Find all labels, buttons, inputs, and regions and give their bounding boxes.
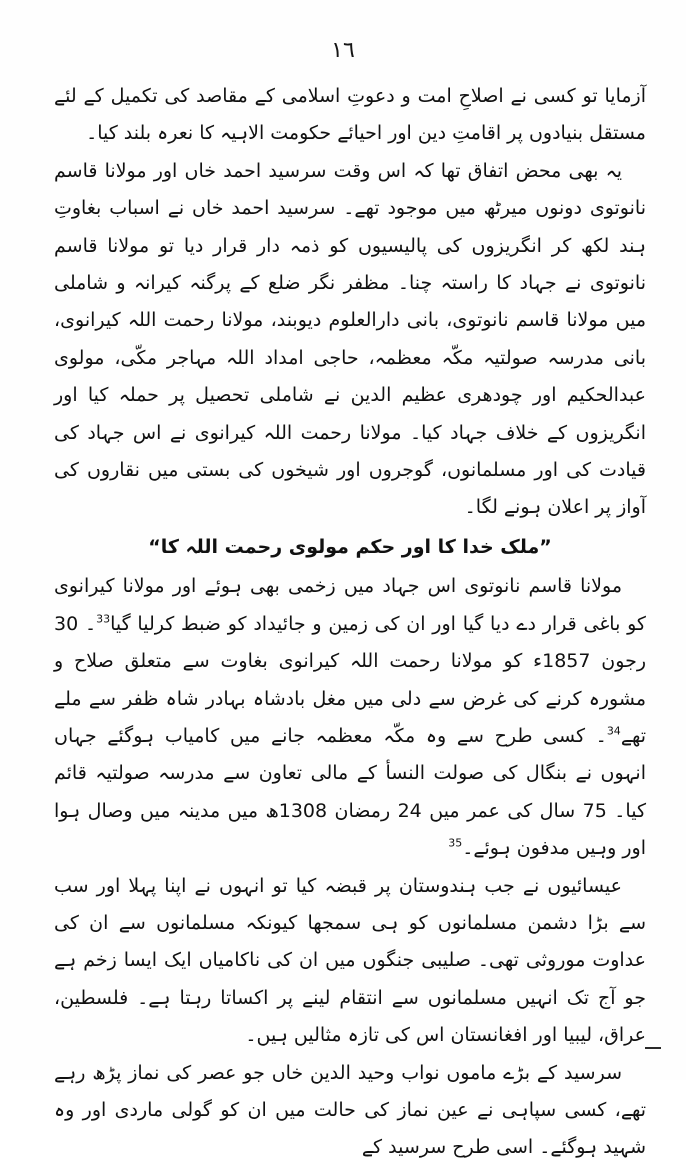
footnote-ref-33: 33: [96, 612, 111, 626]
page-number: ١٦: [331, 38, 355, 63]
paragraph-2: یہ بھی محض اتفاق تھا کہ اس وقت سرسید احمد خاں اور مولانا قاسم نانوتوی دونوں میرٹھ میں موجود تھے۔ سرسید احمد خاں نے اسباب بغاوتِ ہند لکھ کر انگریزوں کی پالیسیوں کو ذمہ دار قرار دیا تو مولانا قاسم نانوتوی نے جہاد کا راستہ چنا۔ مظفر نگر ضلع کے پرگنہ کیرانہ و شاملی میں مولانا قاسم نانوتوی، بانی دارالعلوم دیوبند، مولانا رحمت اللہ کیرانوی، بانی مدرسہ صولتیہ مکّہ معظمہ، حاجی امداد اللہ مہاجر مکّی، مولوی عبدالحکیم اور چودھری عظیم الدین نے شاملی تحصیل پر حملہ کیا اور انگریزوں کے خلاف جہاد کیا۔ مولانا رحمت اللہ کیرانوی نے اس جہاد کی قیادت کی اور مسلمانوں، گوجروں اور شیخوں کی بستی میں نقاروں کی آواز پر اعلان ہونے لگا۔: [54, 159, 646, 519]
paragraph-4: عیسائیوں نے جب ہندوستان پر قبضہ کیا تو انہوں نے اپنا پہلا اور سب سے بڑا دشمن مسلمانوں کو ہی سمجھا کیونکہ مسلمانوں سے ان کی عداوت موروثی تھی۔ صلیبی جنگوں میں ان کی ناکامیاں ایک ایسا زخم ہے جو آج تک انہیں مسلمانوں سے انتقام لینے پر اکساتا رہتا ہے۔ فلسطین، عراق، لیبیا اور افغانستان اس کی تازہ مثالیں ہیں۔: [54, 874, 646, 1047]
footnote-ref-34: 34: [606, 724, 621, 738]
footnote-ref-35: 35: [448, 836, 463, 850]
paragraph-3-part-1: مولانا قاسم نانوتوی اس جہاد میں زخمی بھی ہوئے اور مولانا کیرانوی کو باغی قرار دے دیا گیا اور ان کی زمین و جائیداد کو ضبط کرلیا گیا: [54, 575, 646, 635]
paragraph-5: سرسید کے بڑے ماموں نواب وحید الدین خاں جو عصر کی نماز پڑھ رہے تھے، کسی سپاہی نے عین نماز کی حالت میں ان کو گولی ماردی اور وہ شہید ہوگئے۔ اسی طرح سرسید کے: [54, 1061, 646, 1159]
page-footer-dash: [645, 1047, 661, 1049]
paragraph-3: [54, 568, 646, 867]
section-heading: ”ملک خدا کا اور حکم مولوی رحمت اللہ کا“: [148, 535, 552, 558]
paragraph-3-part-2: ۔ 30 رجون 1857ء کو مولانا رحمت اللہ کیرانوی بغاوت سے متعلق صلاح و مشورہ کرنے کی غرض سے دلی میں مغل بادشاہ بہادر شاہ ظفر سے ملے تھے: [54, 612, 646, 747]
paragraph-3-part-3: ۔ کسی طرح سے وہ مکّہ معظمہ جانے میں کامیاب ہوگئے جہاں انہوں نے بنگال کی صولت النسأ کے مالی تعاون سے مدرسہ صولتیہ قائم کیا۔ 75 سال کی عمر میں 24 رمضان 1308ھ میں مدینہ میں وصال ہوا اور وہیں مدفون ہوئے۔: [54, 724, 646, 860]
page-body: [54, 78, 646, 1167]
paragraph-1: آزمایا تو کسی نے اصلاحِ امت و دعوتِ اسلامی کے مقاصد کی تکمیل کے لئے مستقل بنیادوں پر اقامتِ دین اور احیائے حکومت الاہیہ کا نعرہ بلند کیا۔: [54, 85, 646, 145]
